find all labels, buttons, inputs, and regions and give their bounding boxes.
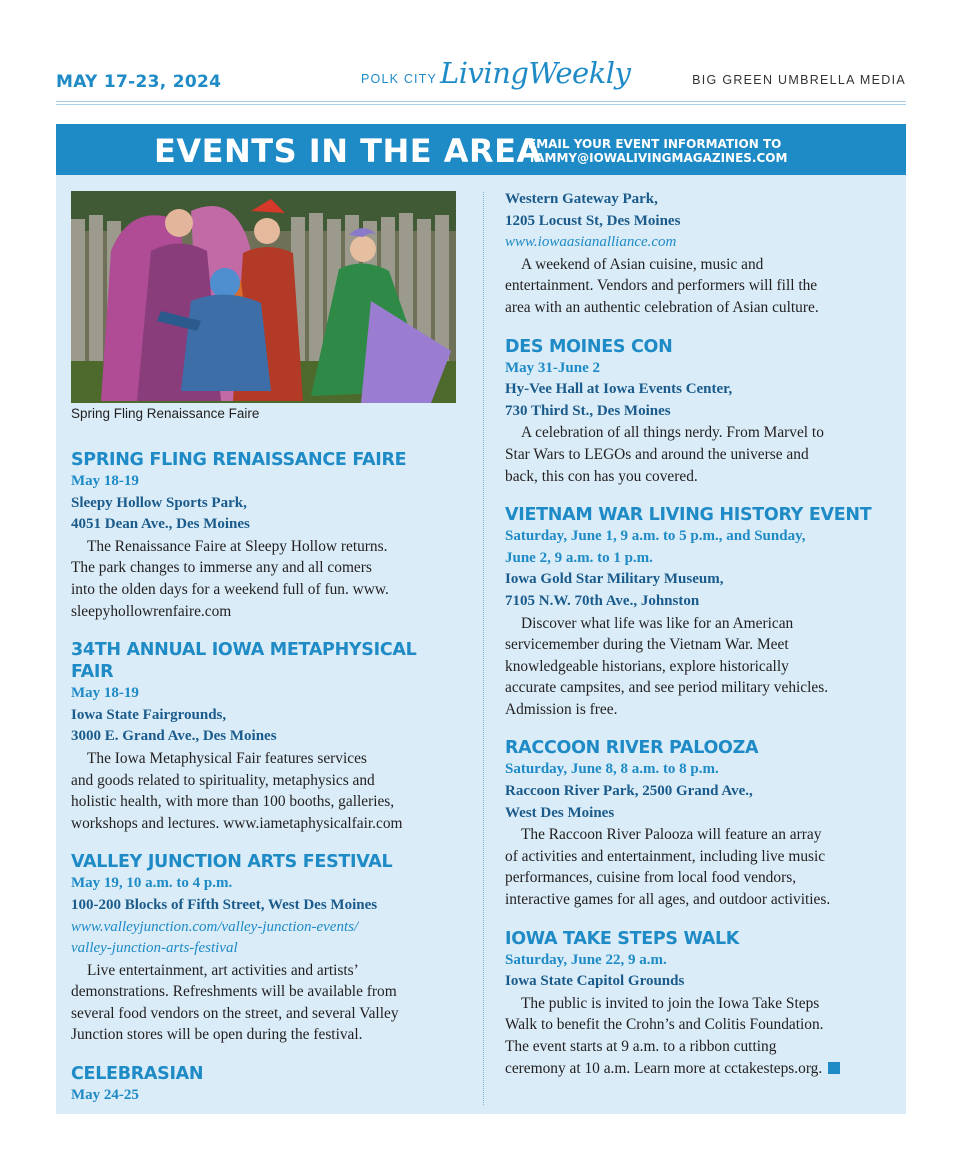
event-description-line: The Renaissance Faire at Sleepy Hollow returns. bbox=[87, 537, 388, 555]
event-date: May 19, 10 a.m. to 4 p.m. bbox=[71, 875, 233, 892]
event-description-line: Admission is free. bbox=[505, 700, 618, 718]
event-link[interactable]: www.iowaasianalliance.com bbox=[505, 234, 677, 251]
event-description-line: and goods related to spirituality, metaphysics and bbox=[71, 771, 375, 789]
photo-caption: Spring Fling Renaissance Faire bbox=[71, 406, 260, 421]
event-link[interactable]: www.valleyjunction.com/valley-junction-events/ bbox=[71, 918, 359, 935]
event-description-line: back, this con has you covered. bbox=[505, 467, 698, 485]
event-date: May 18-19 bbox=[71, 685, 139, 702]
event-description-line: area with an authentic celebration of Asian culture. bbox=[505, 298, 819, 316]
event-description-line: into the olden days for a weekend full of fun. www. bbox=[71, 580, 389, 598]
event-address: West Des Moines bbox=[505, 804, 615, 821]
event-location: Iowa State Capitol Grounds bbox=[505, 973, 685, 990]
event-address: 1205 Locust St, Des Moines bbox=[505, 212, 681, 229]
event-date: Saturday, June 22, 9 a.m. bbox=[505, 951, 667, 968]
event-address: 3000 E. Grand Ave., Des Moines bbox=[71, 728, 277, 745]
event-location: Iowa State Fairgrounds, bbox=[71, 706, 227, 723]
event-location: Iowa Gold Star Military Museum, bbox=[505, 571, 724, 588]
event-title: 34TH ANNUAL IOWA METAPHYSICAL FAIR bbox=[71, 640, 417, 683]
event-valley-junction bbox=[71, 851, 461, 1046]
events-title: EVENTS IN THE AREA bbox=[154, 132, 542, 170]
events-banner bbox=[56, 124, 906, 175]
event-description-last-line bbox=[505, 1058, 880, 1080]
event-title: RACCOON RIVER PALOOZA bbox=[505, 738, 759, 759]
event-title: VIETNAM WAR LIVING HISTORY EVENT bbox=[505, 505, 872, 526]
event-description-line: holistic health, with more than 100 booths, galleries, bbox=[71, 793, 395, 811]
event-des-moines-con bbox=[505, 336, 880, 488]
event-location: Western Gateway Park, bbox=[505, 191, 658, 207]
faire-photo-illustration bbox=[71, 191, 456, 403]
publisher-name: BIG GREEN UMBRELLA MEDIA bbox=[692, 73, 906, 87]
event-description-line: of activities and entertainment, including live music bbox=[505, 847, 826, 865]
event-description-line: Discover what life was like for an American bbox=[521, 614, 794, 632]
event-description-line: Live entertainment, art activities and artists’ bbox=[87, 961, 359, 979]
event-description-line: The public is invited to join the Iowa Take Steps bbox=[521, 994, 820, 1012]
email-line-2: TAMMY@IOWALIVINGMAGAZINES.COM bbox=[528, 151, 788, 165]
event-metaphysical-fair bbox=[71, 639, 461, 834]
event-description-line: interactive games for all ages, and outdoor activities. bbox=[505, 891, 831, 909]
event-location: Sleepy Hollow Sports Park, bbox=[71, 494, 247, 511]
event-description-line: Star Wars to LEGOs and around the universe and bbox=[505, 445, 809, 463]
email-line-1: EMAIL YOUR EVENT INFORMATION TO bbox=[528, 137, 782, 151]
event-link[interactable]: valley-junction-arts-festival bbox=[71, 940, 238, 957]
event-description-line: The Iowa Metaphysical Fair features services bbox=[87, 749, 367, 767]
event-description-line: A celebration of all things nerdy. From Marvel to bbox=[521, 424, 824, 442]
event-date: May 24-25 bbox=[71, 1087, 139, 1104]
column-divider bbox=[483, 192, 484, 1105]
event-address: 7105 N.W. 70th Ave., Johnston bbox=[505, 592, 700, 609]
event-description-line: The park changes to immerse any and all comers bbox=[71, 559, 372, 577]
event-description-line: The Raccoon River Palooza will feature an array bbox=[521, 826, 822, 844]
event-raccoon-river bbox=[505, 737, 880, 910]
event-celebrasian bbox=[71, 1063, 461, 1107]
event-location: Raccoon River Park, 2500 Grand Ave., bbox=[505, 783, 753, 800]
event-description-line: sleepyhollowrenfaire.com bbox=[71, 602, 232, 620]
issue-date: MAY 17-23, 2024 bbox=[56, 72, 222, 92]
publication-script-title: LivingWeekly bbox=[440, 56, 631, 90]
event-description-line: Walk to benefit the Crohn’s and Colitis Foundation. bbox=[505, 1016, 824, 1034]
event-date: May 18-19 bbox=[71, 473, 139, 489]
event-description-line: performances, cuisine from local food vendors, bbox=[505, 869, 797, 887]
event-description-line: A weekend of Asian cuisine, music and bbox=[521, 255, 764, 273]
event-description-line: ceremony at 10 a.m. Learn more at cctakesteps.org. bbox=[505, 1059, 823, 1077]
event-location: 100-200 Blocks of Fifth Street, West Des Moines bbox=[71, 896, 378, 913]
event-address: 730 Third St., Des Moines bbox=[505, 402, 671, 419]
email-instructions bbox=[528, 137, 787, 165]
event-location: Hy-Vee Hall at Iowa Events Center, bbox=[505, 381, 733, 398]
faire-photo bbox=[71, 191, 456, 403]
event-date: Saturday, June 1, 9 a.m. to 5 p.m., and Sunday, bbox=[505, 528, 806, 545]
right-column bbox=[505, 189, 880, 1096]
event-celebrasian-continued bbox=[505, 189, 880, 319]
event-description-line: The event starts at 9 a.m. to a ribbon cutting bbox=[505, 1038, 777, 1055]
event-description-line: entertainment. Vendors and performers will fill the bbox=[505, 277, 818, 295]
event-address: 4051 Dean Ave., Des Moines bbox=[71, 516, 250, 533]
event-take-steps bbox=[505, 928, 880, 1080]
event-description-line: workshops and lectures. www.iametaphysicalfair.com bbox=[71, 814, 403, 832]
event-date: May 31-June 2 bbox=[505, 359, 600, 376]
event-description-line: accurate campsites, and see period military vehicles. bbox=[505, 679, 829, 697]
event-description-line: several food vendors on the street, and several Valley bbox=[71, 1004, 399, 1022]
masthead-rule-secondary bbox=[56, 104, 906, 105]
event-title: SPRING FLING RENAISSANCE FAIRE bbox=[71, 450, 407, 470]
event-description-line: knowledgeable historians, explore historically bbox=[505, 657, 789, 675]
event-title: VALLEY JUNCTION ARTS FESTIVAL bbox=[71, 852, 393, 873]
event-title: DES MOINES CON bbox=[505, 336, 673, 357]
event-description-line: Junction stores will be open during the festival. bbox=[71, 1026, 363, 1044]
event-date-continued: June 2, 9 a.m. to 1 p.m. bbox=[505, 549, 653, 566]
masthead bbox=[56, 56, 906, 102]
end-of-article-square-icon bbox=[828, 1062, 840, 1074]
event-title: IOWA TAKE STEPS WALK bbox=[505, 928, 740, 949]
left-column bbox=[71, 449, 461, 1124]
event-description-line: demonstrations. Refreshments will be available from bbox=[71, 983, 397, 1001]
event-vietnam-war bbox=[505, 504, 880, 720]
event-description-line: servicemember during the Vietnam War. Meet bbox=[505, 636, 789, 654]
event-spring-fling bbox=[71, 449, 461, 622]
publication-logo bbox=[361, 56, 631, 100]
event-title: CELEBRASIAN bbox=[71, 1064, 204, 1085]
publication-city: POLK CITY bbox=[361, 72, 438, 86]
masthead-rule bbox=[56, 101, 906, 102]
event-date: Saturday, June 8, 8 a.m. to 8 p.m. bbox=[505, 761, 719, 778]
